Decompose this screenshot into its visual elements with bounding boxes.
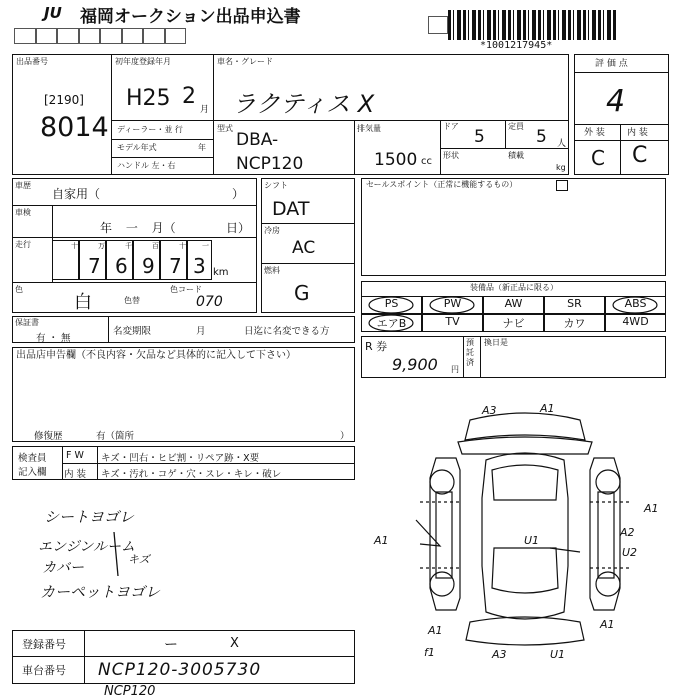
entry-boxes	[14, 28, 186, 44]
color-code-value: 070	[196, 294, 223, 310]
color-label: 色	[15, 285, 23, 294]
first-registration-month: 2	[182, 84, 196, 109]
mileage-digit: 7	[88, 254, 101, 278]
warranty-label: 保証書	[15, 318, 39, 327]
equipment-tv: TV	[445, 315, 460, 328]
car-damage-diagram	[374, 398, 659, 661]
equipment-4wd: 4WD	[622, 315, 649, 328]
aircon-value: AC	[292, 238, 316, 258]
registration-value: ー	[164, 637, 178, 653]
score-value: 4	[606, 84, 626, 119]
aircon-label: 冷房	[264, 226, 280, 235]
equipment-navi: ナビ	[502, 317, 525, 330]
first-registration-label: 初年度登録年月	[115, 57, 171, 66]
chassis-value: NCP120-3005730	[98, 660, 262, 680]
inspection-close: 日）	[226, 221, 251, 235]
handwritten-note: カーペットヨゴレ	[40, 583, 161, 601]
name-change-label: 名変期限	[113, 326, 152, 337]
barcode	[448, 10, 618, 40]
color-code-label: 色コード	[170, 285, 202, 294]
usage-close: ）	[232, 187, 245, 201]
interior-notes-text: キズ・汚れ・コゲ・穴・スレ・キレ・破レ	[101, 469, 282, 480]
mileage-unit-5: 十	[179, 242, 186, 250]
repair-history-label: 修復歴	[34, 431, 63, 442]
barcode-number: *1001217945*	[480, 40, 553, 51]
fw-label: F W	[66, 450, 84, 461]
registration-x: X	[230, 636, 239, 651]
model-code: NCP120	[236, 154, 304, 174]
sales-point-label: セールスポイント（正常に機能するもの）	[366, 180, 518, 189]
damage-mark: A1	[374, 534, 389, 547]
displacement-label: 排気量	[357, 124, 381, 133]
mileage-unit-3: 千	[125, 242, 132, 250]
diagram-note-f1: f1	[424, 646, 435, 659]
sales-point-check	[556, 180, 568, 191]
mileage-digit: 6	[115, 254, 128, 278]
month-suffix: 月	[200, 105, 210, 115]
equipment-pw: PW	[443, 297, 462, 310]
interior-value: C	[632, 143, 648, 168]
equipment-circle-pw	[430, 297, 474, 313]
mileage-digit: 7	[169, 254, 182, 278]
capacity-label: 定員	[508, 122, 524, 131]
entry-boxes-small	[428, 16, 448, 34]
displacement-unit: cc	[421, 156, 432, 167]
load-label: 積載	[508, 151, 524, 160]
equipment-aw: AW	[504, 297, 523, 310]
model-label: 型式	[217, 124, 233, 133]
mileage-digit: 9	[142, 254, 155, 278]
equipment-circles	[361, 296, 666, 332]
auction-logo: JU	[44, 4, 62, 22]
dealer-parallel-label: ディーラー・並 行	[117, 125, 183, 134]
damage-mark: U1	[524, 534, 540, 547]
equipment-circle-abs	[613, 297, 657, 313]
form-title: 福岡オークション出品申込書	[80, 7, 301, 27]
load-unit: kg	[556, 163, 566, 172]
fw-text: キズ・凹右・ヒビ割・リペア跡・X要	[101, 453, 260, 464]
damage-mark: A1	[540, 402, 555, 415]
doors-value: 5	[474, 127, 485, 147]
handwritten-note: カバー	[42, 560, 84, 576]
chassis-label: 車台番号	[22, 664, 66, 677]
score-label: 評 価 点	[595, 59, 628, 69]
exterior-label: 外 装	[584, 128, 605, 138]
car-name-value: ラクティス X	[232, 90, 375, 118]
model-year-suffix: 年	[198, 143, 206, 152]
equipment-label: 装備品（新正品に限る）	[470, 283, 558, 292]
recycle-yen: 円	[451, 365, 459, 374]
interior-notes-label: 内 装	[64, 469, 87, 480]
damage-mark: U2	[622, 546, 638, 559]
mileage-unit-1: 十	[71, 242, 78, 250]
interior-label: 内 装	[627, 128, 648, 138]
repair-history-value: 有（箇所	[96, 431, 135, 442]
mileage-unit: km	[213, 267, 229, 278]
damage-mark: U1	[550, 648, 566, 661]
model-prefix: DBA-	[236, 130, 279, 150]
exterior-value: C	[591, 146, 605, 170]
mileage-unit-6: 一	[202, 242, 209, 250]
name-change-month: 月	[196, 326, 206, 337]
displacement-value: 1500	[374, 150, 418, 170]
registration-label: 登録番号	[22, 638, 66, 651]
inspector-label: 検査員	[18, 453, 47, 464]
capacity-unit: 人	[557, 139, 567, 149]
fuel-value: G	[294, 281, 310, 305]
inspection-text: 年 一 月（	[100, 221, 176, 235]
handwritten-note: エンジンルーム	[38, 539, 135, 555]
fuel-label: 燃料	[264, 266, 280, 275]
repair-history-close: ）	[340, 431, 350, 442]
handwritten-note: シートヨゴレ	[44, 508, 135, 526]
chassis-extra: NCP120	[104, 684, 156, 699]
equipment-circle-ps	[369, 297, 413, 313]
mileage-unit-4: 百	[152, 242, 159, 250]
equipment-abs: ABS	[624, 297, 647, 310]
equipment-airbag: エアB	[376, 317, 407, 330]
mileage-digit-boxes	[52, 240, 212, 280]
shift-label: シフト	[264, 181, 288, 190]
color-value: 白	[74, 292, 92, 313]
equipment-ps: PS	[384, 297, 399, 310]
car-name-label: 車名・グレード	[217, 57, 273, 66]
damage-mark: A1	[600, 618, 615, 631]
doors-label: ドア	[443, 122, 459, 131]
damage-mark: A2	[620, 526, 635, 539]
capacity-value: 5	[536, 127, 547, 147]
recycle-date-label: 換日是	[484, 338, 508, 347]
lot-sub-number: [2190]	[44, 93, 84, 107]
shape-label: 形状	[443, 151, 459, 160]
equipment-circle-airbag	[369, 315, 413, 331]
damage-mark: A1	[644, 502, 659, 515]
damage-mark: A1	[428, 624, 443, 637]
color-change-label: 色替	[124, 296, 140, 305]
lot-number-label: 出品番号	[16, 57, 48, 66]
sales-point-box	[361, 178, 666, 276]
recycle-deposit-label: 預託済	[466, 338, 474, 367]
name-change-note: 日迄に名変できる方	[244, 326, 330, 337]
damage-mark: A3	[492, 648, 507, 661]
equipment-sr: SR	[567, 297, 582, 310]
note-bracket	[110, 530, 124, 580]
warranty-options: 有 ・ 無	[36, 333, 71, 344]
recycle-value: 9,900	[392, 355, 438, 374]
handle-label: ハンドル 左・右	[117, 161, 176, 170]
usage-label: 車歴	[15, 181, 31, 190]
recycle-label: R 券	[365, 340, 388, 353]
handwritten-note: キズ	[128, 553, 150, 566]
first-registration-year: H25	[126, 86, 171, 111]
model-year-label: モデル年式	[117, 143, 157, 152]
seller-notes-label: 出品店申告欄（不良内容・欠品など具体的に記入して下さい）	[16, 350, 296, 361]
inspector-label-2: 記入欄	[18, 467, 47, 478]
lot-number: 8014	[40, 112, 109, 143]
damage-mark: A3	[482, 404, 497, 417]
inspection-label: 車検	[15, 208, 31, 217]
seller-notes-box	[12, 347, 355, 442]
usage-value: 自家用（	[52, 187, 101, 201]
shift-value: DAT	[272, 198, 310, 220]
mileage-unit-2: 万	[98, 242, 105, 250]
mileage-digit: 3	[193, 254, 206, 278]
equipment-leather: カワ	[563, 317, 586, 330]
mileage-label: 走行	[15, 240, 31, 249]
